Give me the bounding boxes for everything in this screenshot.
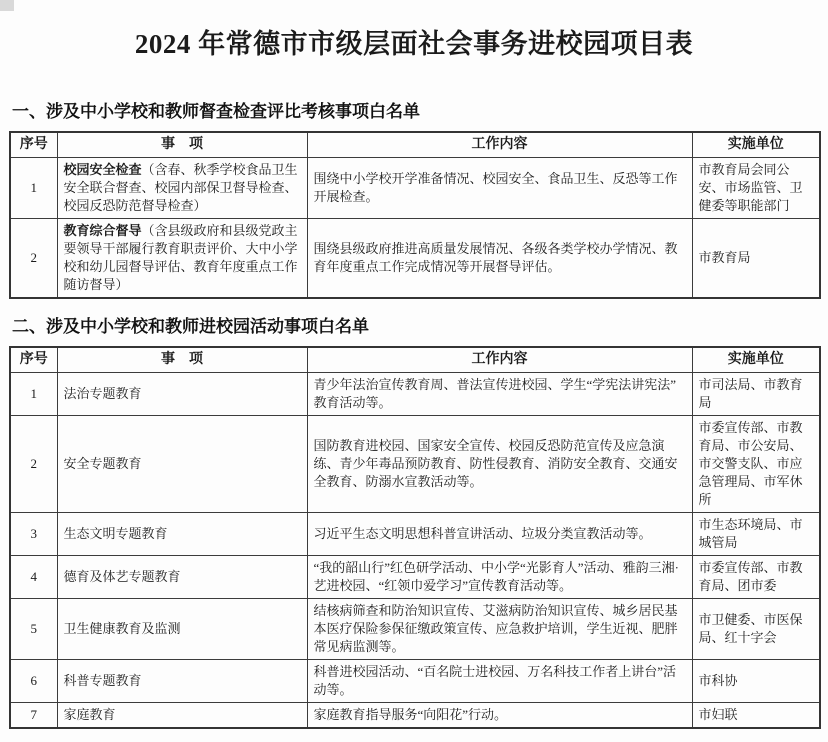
unit-cell: 市妇联 — [692, 703, 820, 729]
section-activity-whitelist — [0, 312, 828, 729]
content-cell: “我的韶山行”红色研学活动、中小学“光影育人”活动、雅韵三湘·艺进校园、“红领巾爱学习”宣传教育活动等。 — [307, 556, 692, 599]
unit-cell: 市科协 — [692, 660, 820, 703]
column-header-item: 事 项 — [57, 347, 307, 373]
item-cell: 德育及体艺专题教育 — [57, 556, 307, 599]
table-row — [10, 219, 820, 299]
item-cell: 校园安全检查（含春、秋季学校食品卫生安全联合督查、校园内部保卫督导检查、校园反恐防范督导检查） — [57, 158, 307, 219]
table-row — [10, 599, 820, 660]
content-cell: 结核病筛查和防治知识宣传、艾滋病防治知识宣传、城乡居民基本医疗保险参保征缴政策宣传、应急救护培训，学生近视、肥胖常见病监测等。 — [307, 599, 692, 660]
content-cell: 习近平生态文明思想科普宣讲活动、垃圾分类宣教活动等。 — [307, 513, 692, 556]
content-cell: 科普进校园活动、“百名院士进校园、万名科技工作者上讲台”活动等。 — [307, 660, 692, 703]
activity-whitelist-table — [9, 346, 821, 729]
table-row — [10, 416, 820, 513]
column-header-seq: 序号 — [10, 347, 57, 373]
table-header-row — [10, 347, 820, 373]
seq-cell: 1 — [10, 158, 57, 219]
table-header-row — [10, 132, 820, 158]
column-header-unit: 实施单位 — [692, 132, 820, 158]
unit-cell: 市委宣传部、市教育局、市公安局、市交警支队、市应急管理局、市军休所 — [692, 416, 820, 513]
table-row — [10, 660, 820, 703]
seq-cell: 1 — [10, 373, 57, 416]
unit-cell: 市委宣传部、市教育局、团市委 — [692, 556, 820, 599]
table-row — [10, 373, 820, 416]
scan-artifact — [0, 0, 14, 11]
section-2-heading: 二、涉及中小学校和教师进校园活动事项白名单 — [12, 317, 369, 336]
column-header-unit: 实施单位 — [692, 347, 820, 373]
unit-cell: 市教育局会同公安、市场监管、卫健委等职能部门 — [692, 158, 820, 219]
table-row — [10, 703, 820, 729]
column-header-content: 工作内容 — [307, 347, 692, 373]
unit-cell: 市教育局 — [692, 219, 820, 299]
item-cell: 家庭教育 — [57, 703, 307, 729]
content-cell: 家庭教育指导服务“向阳花”行动。 — [307, 703, 692, 729]
seq-cell: 3 — [10, 513, 57, 556]
item-cell: 安全专题教育 — [57, 416, 307, 513]
table-row — [10, 158, 820, 219]
content-cell: 国防教育进校园、国家安全宣传、校园反恐防范宣传及应急演练、青少年毒品预防教育、防性侵教育、消防安全教育、交通安全教育、防溺水宣教活动等。 — [307, 416, 692, 513]
item-name-bold: 校园安全检查 — [63, 162, 142, 177]
inspection-whitelist-table — [9, 131, 821, 299]
content-cell: 青少年法治宣传教育周、普法宣传进校园、学生“学宪法讲宪法”教育活动等。 — [307, 373, 692, 416]
seq-cell: 4 — [10, 556, 57, 599]
unit-cell: 市生态环境局、市城管局 — [692, 513, 820, 556]
seq-cell: 5 — [10, 599, 57, 660]
unit-cell: 市司法局、市教育局 — [692, 373, 820, 416]
item-cell: 教育综合督导（含县级政府和县级党政主要领导干部履行教育职责评价、大中小学校和幼儿园督导评估、教育年度重点工作随访督导） — [57, 219, 307, 299]
item-cell: 科普专题教育 — [57, 660, 307, 703]
content-cell: 围绕县级政府推进高质量发展情况、各级各类学校办学情况、教育年度重点工作完成情况等开展督导评估。 — [307, 219, 692, 299]
column-header-seq: 序号 — [10, 132, 57, 158]
section-inspection-whitelist — [0, 97, 828, 299]
seq-cell: 6 — [10, 660, 57, 703]
table-row — [10, 556, 820, 599]
content-cell: 围绕中小学校开学准备情况、校园安全、食品卫生、反恐等工作开展检查。 — [307, 158, 692, 219]
table-row — [10, 513, 820, 556]
unit-cell: 市卫健委、市医保局、红十字会 — [692, 599, 820, 660]
column-header-content: 工作内容 — [307, 132, 692, 158]
page-title: 2024 年常德市市级层面社会事务进校园项目表 — [134, 29, 694, 59]
item-cell: 卫生健康教育及监测 — [57, 599, 307, 660]
item-name-bold: 教育综合督导 — [63, 223, 142, 238]
section-1-heading: 一、涉及中小学校和教师督查检查评比考核事项白名单 — [12, 102, 420, 121]
seq-cell: 2 — [10, 416, 57, 513]
item-cell: 生态文明专题教育 — [57, 513, 307, 556]
seq-cell: 7 — [10, 703, 57, 729]
item-cell: 法治专题教育 — [57, 373, 307, 416]
column-header-item: 事 项 — [57, 132, 307, 158]
seq-cell: 2 — [10, 219, 57, 299]
